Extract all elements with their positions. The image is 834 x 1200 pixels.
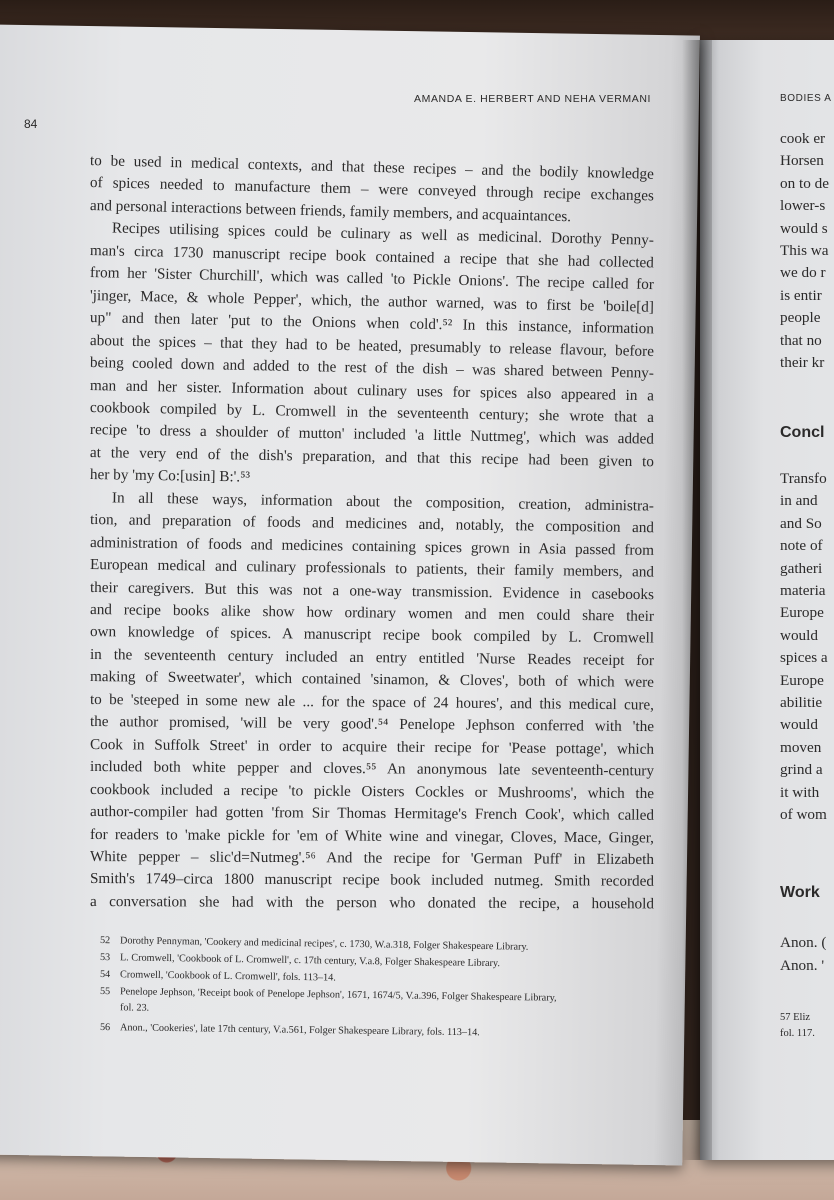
right-page-line: is entir — [780, 286, 822, 304]
right-page-line: of wom — [780, 806, 827, 823]
body-line: and recipe books alike show how ordinary women and men could share their — [89, 601, 655, 625]
right-page-line: people — [780, 309, 821, 327]
right-section-heading: Concl — [780, 424, 825, 441]
right-works-heading: Work — [780, 884, 820, 901]
body-line: included both white pepper and cloves.⁵⁵ An anonymous late seventeenth-century — [89, 758, 655, 780]
body-line: from her 'Sister Churchill', which was called 'to Pickle Onions'. The recipe called for — [89, 264, 655, 294]
right-page-line: note of — [780, 537, 823, 555]
running-head: AMANDA E. HERBERT AND NEHA VERMANI — [414, 93, 652, 105]
footnote-number: 53 — [99, 952, 111, 964]
right-page-line: materia — [780, 582, 826, 599]
body-line: their caregivers. But this was not a one-way transmission. Evidence in casebooks — [89, 578, 655, 603]
body-line: her by 'my Co:[usin] B:'.⁵³ — [89, 466, 251, 486]
right-page-line: would s — [780, 219, 828, 237]
footnote-number: 55 — [99, 986, 111, 998]
right-page-line: Transfo — [780, 470, 827, 487]
right-page-line: their kr — [780, 354, 825, 371]
right-page-line: cook er — [780, 130, 826, 147]
right-page-line: 57 Eliz — [780, 1012, 811, 1023]
right-page-line: Europe — [780, 604, 824, 622]
right-page-line: it with — [780, 783, 820, 801]
body-line: cookbook included a recipe 'to pickle Oisters Cockles or Mushrooms', which the — [89, 780, 655, 802]
body-line: of spices needed to manufacture them – were conveyed through recipe exchanges — [89, 174, 655, 205]
body-line: man and her sister. Information about culinary uses for spices also appeared in a — [89, 376, 655, 404]
body-line: for readers to 'make pickle for 'em of White wine and vinegar, Cloves, Mace, Ginger, — [89, 825, 655, 846]
right-page-line: would — [780, 716, 818, 734]
footnote — [100, 952, 656, 972]
body-line: Cook in Suffolk Street' in order to acquire their recipe for 'Pease pottage', which — [89, 735, 655, 758]
footnote — [100, 935, 656, 955]
body-line: administration of foods and medicines containing spices grown in Asia passed from — [89, 533, 655, 559]
body-line: tion, and preparation of foods and medicines and, notably, the composition and — [89, 511, 655, 537]
page-number: 84 — [24, 117, 38, 131]
right-page-line: in and — [780, 492, 818, 510]
body-line: to be 'steeped in some new ale ... for the space of 24 houres', and this medical cure, — [89, 690, 655, 714]
right-page-line: that no — [780, 331, 822, 349]
footnote-text: Dorothy Pennyman, 'Cookery and medicinal recipes', c. 1730, W.a.318, Folger Shakespeare Library. — [119, 935, 529, 953]
body-line: cookbook compiled by L. Cromwell in the seventeenth century; she wrote that a — [89, 398, 655, 426]
body-line: in the seventeenth century included an entry entitled 'Nurse Reades receipt for — [89, 645, 655, 670]
right-page-line: fol. 117. — [780, 1028, 815, 1039]
right-page-line: Anon. ( — [780, 934, 827, 951]
right-page-line: lower-s — [780, 197, 826, 215]
body-line: White pepper – slic'd=Nutmeg'.⁵⁶ And the recipe for 'German Puff' in Elizabeth — [89, 847, 655, 869]
right-page-line: Anon. ' — [780, 957, 825, 974]
body-line: being cooled down and added to the rest of the dish – was shared between Penny- — [89, 354, 655, 382]
footnote — [100, 1022, 656, 1041]
body-line: recipe 'to dress a shoulder of mutton' included 'a little Nuttmeg', which was added — [89, 421, 655, 449]
right-page-line: This wa — [780, 242, 829, 259]
body-line: Recipes utilising spices could be culinary as well as medicinal. Dorothy Penny- — [111, 219, 655, 250]
right-page-line: gatheri — [780, 559, 823, 577]
body-line: about the spices – that they had to be heated, presumably to release flavour, before — [89, 331, 655, 360]
body-line: and personal interactions between friends, family members, and acquaintances. — [89, 196, 572, 226]
right-page-line: on to de — [780, 174, 829, 192]
body-line: author-compiler had gotten 'from Sir Thomas Hermitage's French Cook', which called — [89, 803, 655, 824]
body-line: 'jinger, Mace, & whole Pepper', which, the author warned, was to first be 'boile[d] — [89, 286, 655, 316]
right-page-line: abilitie — [780, 694, 823, 711]
body-line: to be used in medical contexts, and that these recipes – and the bodily knowledge — [89, 152, 655, 183]
footnote-text: Anon., 'Cookeries', late 17th century, V.a.561, Folger Shakespeare Library, fols. 113–14. — [119, 1022, 480, 1039]
right-page-line: spices a — [780, 649, 828, 667]
body-line: European medical and culinary professionals to patients, their family members, and — [89, 556, 655, 581]
footnote-number: 56 — [99, 1022, 111, 1034]
body-line: a conversation she had with the person who donated the recipe, a household — [89, 892, 655, 913]
footnote-text: fol. 23. — [119, 1002, 150, 1014]
footnote-text: Cromwell, 'Cookbook of L. Cromwell', fols. 113–14. — [119, 969, 336, 984]
right-page-line: Horsen — [780, 152, 824, 170]
body-line: at the very end of the dish's preparation, and that this recipe had been given to — [89, 443, 655, 471]
body-line: Smith's 1749–circa 1800 manuscript recipe book included nutmeg. Smith recorded — [89, 870, 655, 891]
footnote — [100, 969, 656, 988]
right-page-line: would — [780, 626, 818, 644]
right-page-line: we do r — [780, 264, 826, 282]
footnote-number: 54 — [99, 969, 111, 981]
footnote-text: Penelope Jephson, 'Receipt book of Penelope Jephson', 1671, 1674/5, V.a.396, Folger Shakespeare Library, — [119, 986, 557, 1004]
body-line: up" and then later 'put to the Onions when cold'.⁵² In this instance, information — [89, 309, 655, 338]
footnote-number: 52 — [99, 935, 111, 947]
body-line: own knowledge of spices. A manuscript recipe book compiled by L. Cromwell — [89, 623, 655, 647]
footnote — [100, 1002, 656, 1021]
right-page-line: grind a — [780, 761, 823, 779]
body-line: the author promised, 'will be very good'.⁵⁴ Penelope Jephson conferred with 'the — [89, 713, 655, 736]
right-page-text — [780, 0, 834, 1200]
right-page-line: and So — [780, 514, 822, 532]
right-page-line: moven — [780, 738, 822, 756]
right-page-line: Europe — [780, 671, 824, 689]
body-line: In all these ways, information about the composition, creation, administra- — [111, 489, 655, 515]
body-line: making of Sweetwater', which contained 'sinamon, & Cloves', both of which were — [89, 668, 655, 692]
body-line: man's circa 1730 manuscript recipe book contained a recipe that she had collected — [89, 241, 655, 272]
footnote-text: L. Cromwell, 'Cookbook of L. Cromwell', c. 17th century, V.a.8, Folger Shakespeare Library. — [119, 952, 501, 970]
right-running-head: BODIES A — [780, 93, 832, 104]
